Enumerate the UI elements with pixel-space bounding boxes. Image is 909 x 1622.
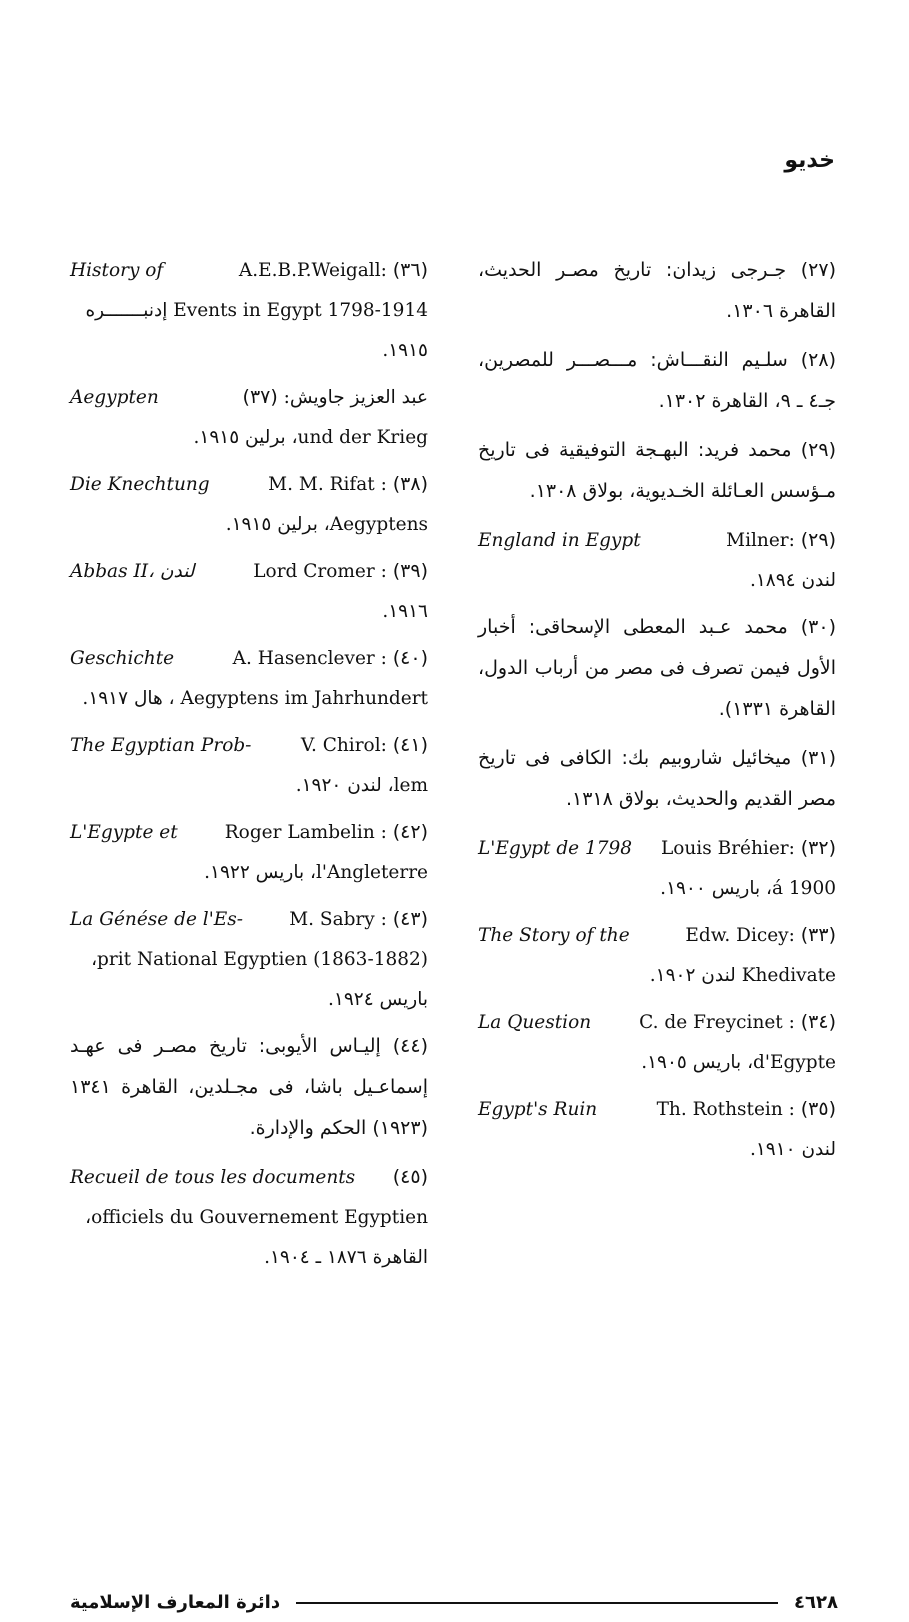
entry-author: عبد العزيز جاويش: <box>277 387 428 408</box>
entry-first-line <box>70 250 428 291</box>
work-title: Recueil de tous les documents <box>70 1167 356 1188</box>
entry-author-number <box>661 828 836 869</box>
entry-publication: لندن ١٨٩٤. <box>749 570 836 591</box>
entry-author-number <box>239 250 428 291</box>
entry-publication: á 1900، باريس ١٩٠٠. <box>660 878 836 899</box>
entry-number: (٣٧) <box>242 386 278 408</box>
entry-publication: und der Krieg، برلين ١٩١٥. <box>193 427 428 448</box>
bibliography-entry: (٤٤) إليـاس الأيوبى: تاريخ مصـر فى عهـد إسماعـيل باشا، فى مجـلدين، القاهرة ١٣٤١ (١٩٢٣) الحكم والإدارة. <box>70 1035 428 1139</box>
bibliography-entry <box>70 899 428 1020</box>
entry-first-line <box>70 464 428 505</box>
entry-publication: Events in Egypt 1798-1914 إدنبـــــــره ١٩١٥. <box>85 300 428 361</box>
entry-publication: lem، لندن ١٩٢٠. <box>295 775 428 796</box>
entry-author: M. M. Rifat : <box>268 474 393 495</box>
entry-author: A.E.B.P.Weigall: <box>238 260 393 281</box>
entry-first-line <box>70 551 428 592</box>
entry-author-number <box>243 377 428 418</box>
entry-author: V. Chirol: <box>300 735 393 756</box>
bibliography-entry: (٣١) ميخائيل شاروبيم بك: الكافى فى تاريخ مصر القديم والحديث، بولاق ١٣١٨. <box>478 747 836 810</box>
bibliography-entry <box>70 725 428 806</box>
entry-author-number <box>268 464 428 505</box>
entry-first-line <box>478 1002 836 1043</box>
footer-rule <box>296 1602 778 1604</box>
entry-first-line <box>70 1157 428 1198</box>
left-column <box>70 250 428 1284</box>
entry-author: Milner: <box>726 530 801 551</box>
entry-number: (٣٢) <box>800 837 836 859</box>
work-title: History of <box>70 260 164 281</box>
entry-author-number <box>639 1002 836 1043</box>
entry-number: (٣٦) <box>392 259 428 281</box>
work-title: L'Egypte et <box>70 822 178 843</box>
entry-number: (٣٩) <box>392 560 428 582</box>
entry-author: Lord Cromer : <box>253 561 393 582</box>
work-title: The Story of the <box>478 925 630 946</box>
entry-number: (٤٠) <box>392 647 428 669</box>
page-header: خديو <box>784 148 835 173</box>
entry-author-number <box>233 638 428 679</box>
entry-publication: Aegyptens، برلين ١٩١٥. <box>225 514 428 535</box>
entry-author-number <box>225 812 428 853</box>
work-title: Egypt's Ruin <box>478 1099 598 1120</box>
work-title: The Egyptian Prob- <box>70 735 252 756</box>
work-title: La Génése de l'Es- <box>70 909 244 930</box>
entry-number: (٣٤) <box>800 1011 836 1033</box>
entry-author: Louis Bréhier: <box>660 838 801 859</box>
bibliography-entry: (٢٧) جـرجى زيدان: تاريخ مصـر الحديث، القاهرة ١٣٠٦. <box>478 259 836 322</box>
bibliography-entry <box>70 250 428 371</box>
bibliography-entry <box>70 551 428 632</box>
bibliography-entry: (٢٨) سلـيم النقـــاش: مـــصـــر للمصرين، جـ٤ ـ ٩، القاهرة ١٣٠٢. <box>478 349 836 412</box>
work-title: Geschichte <box>70 648 175 669</box>
bibliography-entry <box>478 1089 836 1170</box>
work-title: Die Knechtung <box>70 474 210 495</box>
entry-author-number <box>726 520 836 561</box>
bibliography-entry <box>478 828 836 909</box>
entry-first-line <box>478 1089 836 1130</box>
bibliography-entry <box>70 638 428 719</box>
entry-publication: لندن ١٩١٠. <box>749 1139 836 1160</box>
entry-author: Roger Lambelin : <box>224 822 393 843</box>
right-column <box>478 250 836 1176</box>
bibliography-entry <box>70 812 428 893</box>
entry-publication: Aegyptens im Jahrhundert ، هال ١٩١٧. <box>82 688 428 709</box>
bibliography-entry <box>478 1002 836 1083</box>
work-title: La Question <box>478 1012 592 1033</box>
entry-author-number <box>301 725 428 766</box>
entry-first-line <box>70 812 428 853</box>
entry-author: Th. Rothstein : <box>656 1099 801 1120</box>
entry-number: (٤٢) <box>392 821 428 843</box>
entry-first-line <box>70 725 428 766</box>
bibliography-entry <box>70 377 428 458</box>
entry-author-number <box>685 915 836 956</box>
entry-first-line <box>478 915 836 956</box>
bibliography-entry: (٣٠) محمد عـبد المعطى الإسحاقى: أخبار الأول فيمن تصرف فى مصر من أرباب الدول، القاهرة ١٣٣١). <box>478 616 836 720</box>
bibliography-entry <box>478 520 836 601</box>
entry-number: (٤٥) <box>392 1166 428 1188</box>
entry-publication: ١٩١٦. <box>382 601 428 622</box>
entry-publication: officiels du Gouvernement Egyptien، القاهرة ١٨٧٦ ـ ١٩٠٤. <box>85 1207 428 1268</box>
entry-first-line <box>478 520 836 561</box>
entry-first-line <box>70 638 428 679</box>
entry-author-number <box>253 551 428 592</box>
bibliography-entry <box>70 1157 428 1278</box>
work-title: England in Egypt <box>478 530 641 551</box>
page-number: ٤٦٢٨ <box>794 1592 838 1613</box>
entry-number: (٤١) <box>392 734 428 756</box>
entry-number: (٢٩) <box>800 529 836 551</box>
entry-number: (٣٥) <box>800 1098 836 1120</box>
entry-author-number <box>289 899 428 940</box>
work-title: Abbas II، لندن <box>70 561 195 582</box>
entry-first-line <box>70 377 428 418</box>
entry-publication: Khedivate لندن ١٩٠٢. <box>649 965 836 986</box>
entry-number: (٤٣) <box>392 908 428 930</box>
footer-title: دائرة المعارف الإسلامية <box>70 1592 281 1613</box>
entry-author: Edw. Dicey: <box>685 925 801 946</box>
bibliography-entry: (٢٩) محمد فريد: البهـجة التوفيقية فى تاريخ مـؤسس العـائلة الخـديوية، بولاق ١٣٠٨. <box>478 439 836 502</box>
work-title: L'Egypt de 1798 <box>478 838 633 859</box>
entry-publication: l'Angleterre، باريس ١٩٢٢. <box>204 862 428 883</box>
entry-author-number <box>393 1157 428 1198</box>
entry-number: (٣٨) <box>392 473 428 495</box>
bibliography-entry <box>478 915 836 996</box>
page-footer <box>70 1592 838 1622</box>
entry-author-number <box>657 1089 836 1130</box>
entry-author: A. Hasenclever : <box>232 648 393 669</box>
entry-first-line <box>70 899 428 940</box>
entry-author: C. de Freycinet : <box>639 1012 801 1033</box>
work-title: Aegypten <box>70 387 159 408</box>
entry-number: (٣٣) <box>800 924 836 946</box>
entry-publication: prit National Egyptien (1863-1882)، باريس ١٩٢٤. <box>91 949 428 1010</box>
entry-author: M. Sabry : <box>289 909 393 930</box>
entry-first-line <box>478 828 836 869</box>
bibliography-entry <box>70 464 428 545</box>
entry-publication: d'Egypte، باريس ١٩٠٥. <box>641 1052 836 1073</box>
